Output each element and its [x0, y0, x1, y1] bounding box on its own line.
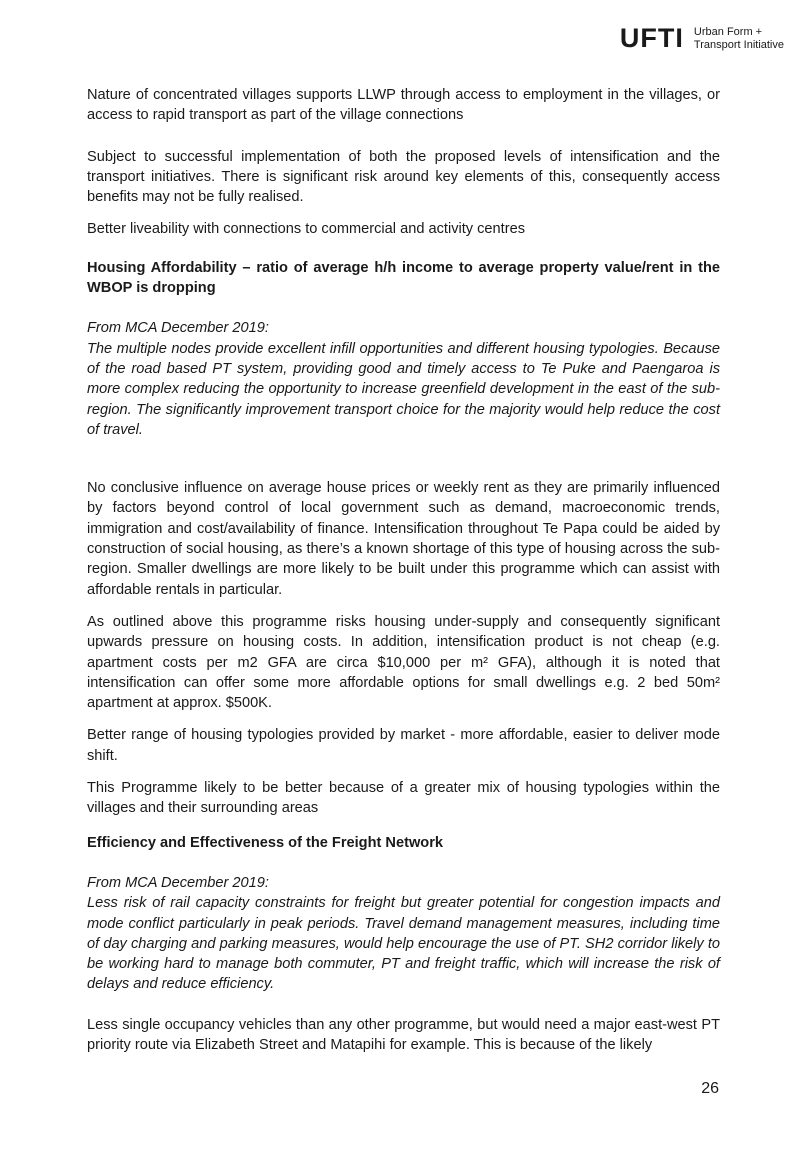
mca-quote-housing: The multiple nodes provide excellent infill opportunities and different housing typologies. Because of the road based PT system, providing good and timely access to Te Puke and Paengaroa is more complex reducing the opportunity to increase greenfield development in the east of the sub-region. The significantly improvement transport choice for the majority would help reduce the cost of travel.: [87, 340, 720, 438]
logo-subtitle: [694, 26, 784, 52]
mca-label-freight: From MCA December 2019:: [87, 874, 269, 891]
page-number: 26: [701, 1080, 719, 1097]
paragraph-under-supply: As outlined above this programme risks housing under-supply and consequently significant upwards pressure on housing costs. In addition, intensification product is not cheap (e.g. apartment costs per m2 GFA are circa $10,000 per m² GFA), although it is noted that intensification can offer some more affordable options for small dwellings e.g. 2 bed 50m² apartment at approx. $500K.: [87, 613, 720, 712]
document-body: [87, 85, 720, 1055]
heading-housing-affordability: Housing Affordability – ratio of average h/h income to average property value/rent in the WBOP is dropping: [87, 259, 720, 297]
ufti-logo: [620, 25, 784, 52]
paragraph-house-prices: No conclusive influence on average house prices or weekly rent as they are primarily influenced by factors beyond control of local government such as demand, macroeconomic trends, immigration and cost/availability of finance. Intensification throughout Te Papa could be aided by construction of social housing, as there’s a known shortage of this type of housing across the sub-region. Smaller dwellings are more likely to be built under this programme which can assist with affordable rentals in particular.: [87, 480, 720, 598]
paragraph-llwp-villages: Nature of concentrated villages supports LLWP through access to employment in the villages, or access to rapid transport as part of the village connections: [87, 87, 720, 124]
paragraph-programme-better: This Programme likely to be better because of a greater mix of housing typologies within the villages and their surrounding areas: [87, 780, 720, 817]
mca-quote-freight: Less risk of rail capacity constraints for freight but greater potential for congestion impacts and mode conflict particularly in peak periods. Travel demand management measures, including time of day charging and parking measures, would help encourage the use of PT. SH2 corridor likely to be working hard to manage both commuter, PT and freight traffic, which will increase the risk of delays and reduce efficiency.: [87, 895, 720, 993]
logo-subtitle-line1: Urban Form +: [693, 25, 763, 38]
paragraph-liveability: Better liveability with connections to commercial and activity centres: [87, 221, 525, 238]
paragraph-implementation-risk: Subject to successful implementation of both the proposed levels of intensification and the transport initiatives. There is significant risk around key elements of this, consequently access benefits may not be fully realised.: [87, 148, 720, 206]
paragraph-single-occupancy: Less single occupancy vehicles than any other programme, but would need a major east-west PT priority route via Elizabeth Street and Matapihi for example. This is because of the likely: [87, 1016, 720, 1053]
logo-mark: UFTI: [619, 23, 684, 53]
heading-freight-network: Efficiency and Effectiveness of the Freight Network: [87, 834, 444, 851]
mca-label-housing: From MCA December 2019:: [87, 320, 269, 337]
paragraph-housing-typologies: Better range of housing typologies provided by market - more affordable, easier to deliver mode shift.: [87, 727, 720, 764]
logo-subtitle-line2: Transport Initiative: [693, 38, 784, 51]
